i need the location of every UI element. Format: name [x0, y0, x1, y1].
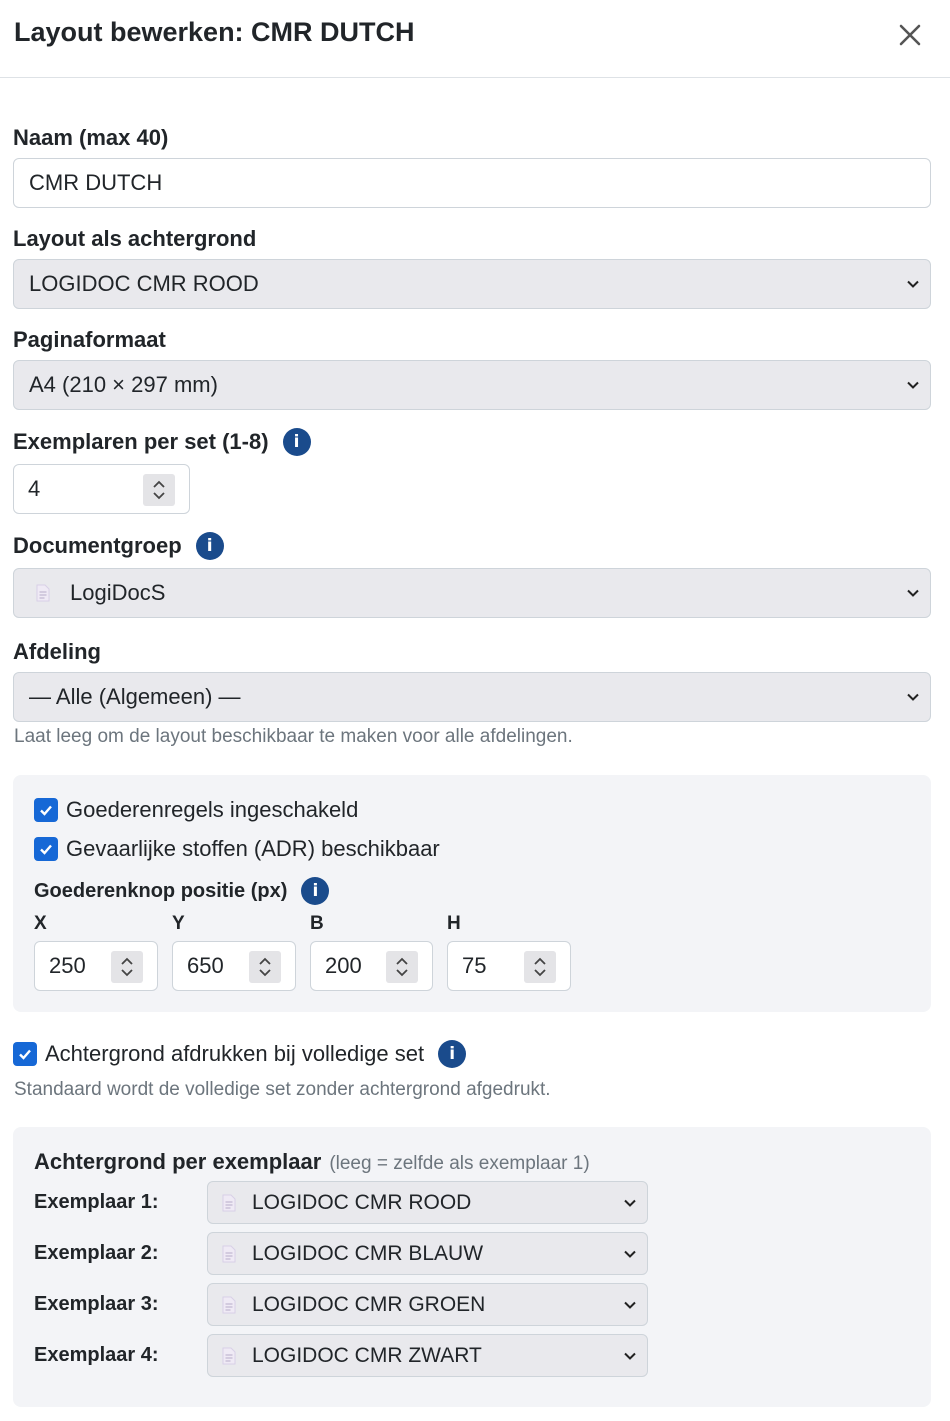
pos-x-input[interactable]: [34, 941, 158, 991]
copy-4-select[interactable]: [207, 1334, 648, 1377]
pos-y-value: 650: [187, 953, 224, 978]
dialog-header: [0, 0, 950, 78]
spinner-icon[interactable]: [143, 474, 175, 506]
document-icon: [222, 1245, 236, 1263]
document-icon: [222, 1347, 236, 1365]
info-icon[interactable]: i: [196, 532, 224, 560]
adr-label: Gevaarlijke stoffen (ADR) beschikbaar: [66, 836, 440, 861]
adr-checkbox[interactable]: [34, 837, 58, 861]
background-layout-select[interactable]: [13, 259, 931, 309]
name-value: CMR DUTCH: [29, 170, 163, 195]
pos-h-value: 75: [462, 953, 487, 978]
copies-label: Exemplaren per set (1-8) i: [13, 428, 311, 456]
copy-1-select[interactable]: [207, 1181, 648, 1224]
copy-3-label: Exemplaar 3:: [34, 1293, 159, 1315]
chevron-down-icon: [906, 378, 920, 392]
pos-b-label: B: [310, 913, 324, 934]
copy-3-select[interactable]: [207, 1283, 648, 1326]
document-group-label: Documentgroep i: [13, 532, 224, 560]
spinner-icon[interactable]: [249, 951, 281, 983]
close-icon: [899, 24, 921, 46]
copies-value: 4: [28, 476, 41, 501]
goods-panel: [13, 775, 931, 1012]
background-layout-value: LOGIDOC CMR ROOD: [29, 271, 259, 296]
copy-3-value: LOGIDOC CMR GROEN: [252, 1292, 486, 1316]
print-background-label: Achtergrond afdrukken bij volledige set: [45, 1041, 425, 1066]
chevron-down-icon: [906, 586, 920, 600]
chevron-down-icon: [623, 1298, 637, 1312]
department-value: — Alle (Algemeen) —: [29, 684, 241, 709]
info-icon[interactable]: i: [438, 1040, 466, 1068]
goods-enabled-row[interactable]: [34, 797, 358, 823]
page-format-select[interactable]: [13, 360, 931, 410]
print-background-row[interactable]: [13, 1040, 466, 1068]
checkmark-icon: [38, 841, 54, 857]
spinner-icon[interactable]: [111, 951, 143, 983]
document-group-select[interactable]: [13, 568, 931, 618]
copy-2-value: LOGIDOC CMR BLAUW: [252, 1241, 484, 1265]
document-group-value: LogiDocS: [70, 580, 166, 605]
chevron-down-icon: [906, 277, 920, 291]
background-layout-label: Layout als achtergrond: [13, 226, 257, 251]
checkmark-icon: [17, 1046, 33, 1062]
document-icon: [222, 1194, 236, 1212]
goods-position-label: Goederenknop positie (px) i: [34, 877, 329, 905]
chevron-down-icon: [906, 690, 920, 704]
chevron-down-icon: [623, 1247, 637, 1261]
document-icon: [222, 1296, 236, 1314]
goods-enabled-label: Goederenregels ingeschakeld: [66, 797, 359, 822]
department-label: Afdeling: [13, 639, 101, 664]
dialog-title: Layout bewerken: CMR DUTCH: [14, 17, 415, 47]
goods-enabled-checkbox[interactable]: [34, 798, 58, 822]
chevron-down-icon: [623, 1349, 637, 1363]
pos-y-label: Y: [172, 913, 185, 934]
copy-2-label: Exemplaar 2:: [34, 1242, 159, 1264]
per-copy-title: Achtergrond per exemplaar (leeg = zelfde als exemplaar 1): [34, 1149, 590, 1174]
chevron-down-icon: [623, 1196, 637, 1210]
pos-b-input[interactable]: [310, 941, 433, 991]
pos-x-value: 250: [49, 953, 86, 978]
pos-x-label: X: [34, 913, 47, 934]
print-background-checkbox[interactable]: [13, 1042, 37, 1066]
close-button[interactable]: [893, 18, 927, 52]
spinner-icon[interactable]: [386, 951, 418, 983]
per-copy-note: (leeg = zelfde als exemplaar 1): [329, 1153, 590, 1174]
print-background-hint: Standaard wordt de volledige set zonder achtergrond afgedrukt.: [14, 1079, 551, 1100]
page-format-value: A4 (210 × 297 mm): [29, 372, 218, 397]
checkmark-icon: [38, 802, 54, 818]
per-copy-panel: [13, 1127, 931, 1407]
pos-h-input[interactable]: [447, 941, 571, 991]
copy-1-label: Exemplaar 1:: [34, 1191, 159, 1213]
info-icon[interactable]: i: [301, 877, 329, 905]
adr-row[interactable]: [34, 836, 440, 862]
copy-4-label: Exemplaar 4:: [34, 1344, 159, 1366]
pos-b-value: 200: [325, 953, 362, 978]
name-label: Naam (max 40): [13, 125, 169, 150]
copies-input[interactable]: [13, 464, 190, 514]
spinner-icon[interactable]: [524, 951, 556, 983]
document-icon: [36, 584, 50, 602]
page-format-label: Paginaformaat: [13, 327, 166, 352]
name-input[interactable]: [13, 158, 931, 208]
department-select[interactable]: [13, 672, 931, 722]
info-icon[interactable]: i: [283, 428, 311, 456]
pos-y-input[interactable]: [172, 941, 296, 991]
copy-2-select[interactable]: [207, 1232, 648, 1275]
pos-h-label: H: [447, 913, 461, 934]
copy-4-value: LOGIDOC CMR ZWART: [252, 1343, 482, 1367]
copy-1-value: LOGIDOC CMR ROOD: [252, 1190, 472, 1214]
department-hint: Laat leeg om de layout beschikbaar te maken voor alle afdelingen.: [14, 726, 573, 747]
